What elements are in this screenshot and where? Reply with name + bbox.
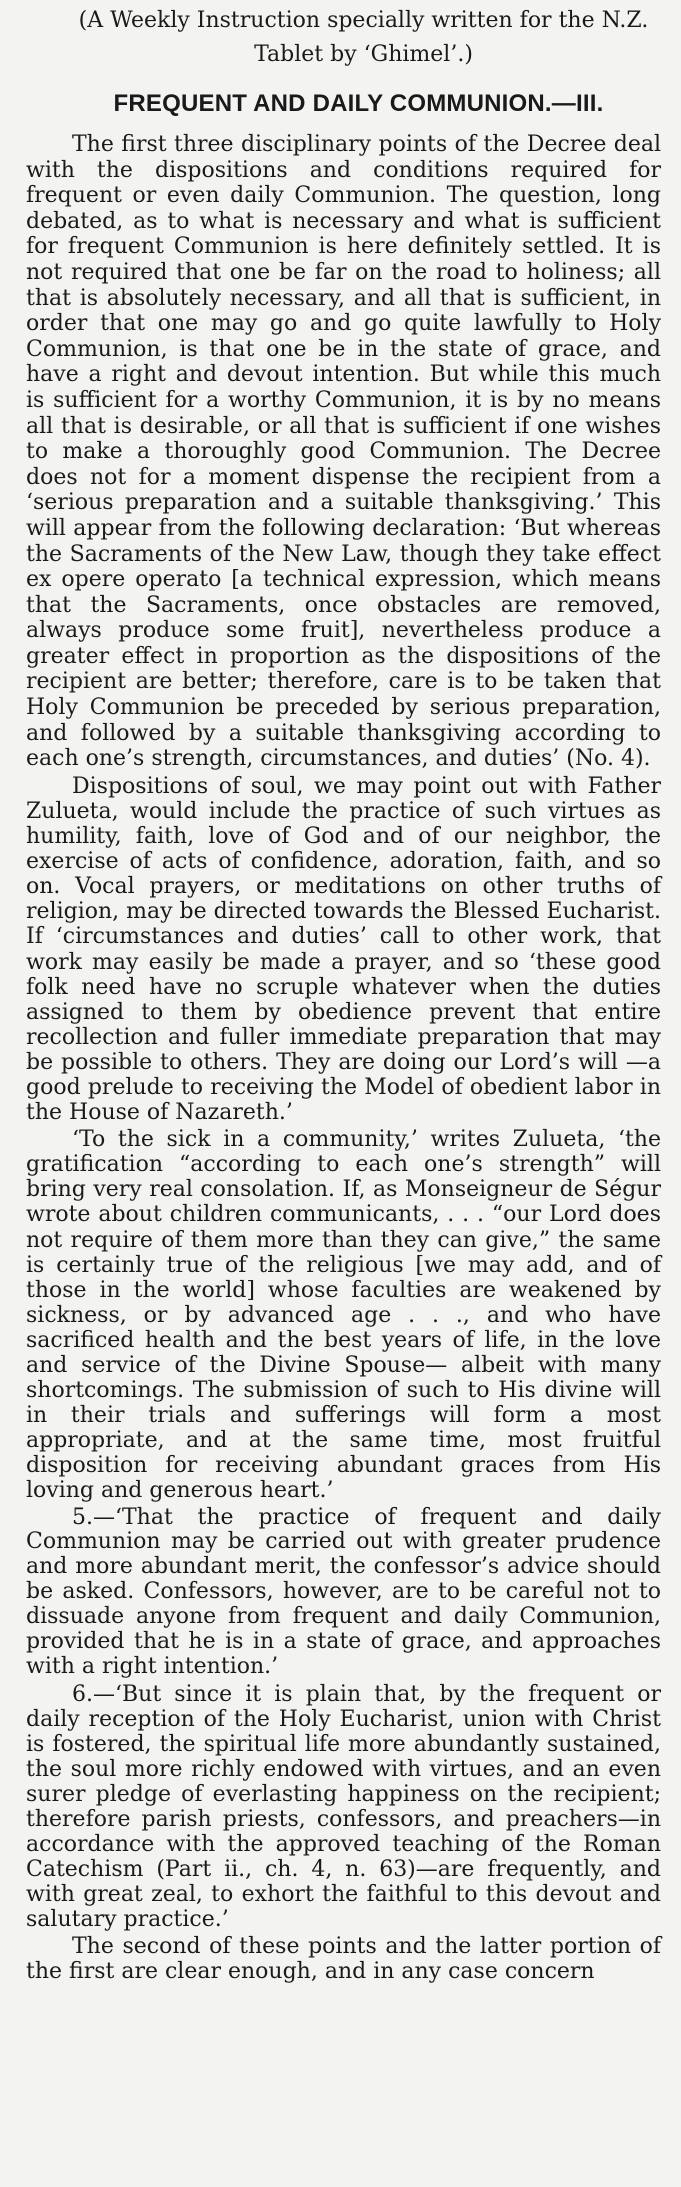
paragraph-1: The first three disciplinary points of the Decree deal with the dispositions and conditions required for frequent or even daily Communion. The question, long debated, as to what is necessary and what is sufficient for frequent Communion is here definitely settled. It is not required that one be far on the road to holiness; all that is absolutely necessary, and all that is sufficient, in order that one may go and go quite lawfully to Holy Communion, is that one be in the state of grace, and have a right and devout intention. But while this much is sufficient for a worthy Communion, it is by no means all that is desirable, or all that is sufficient if one wishes to make a thoroughly good Communion. The Decree does not for a moment dispense the recipient from a ‘serious preparation and a suitable thanksgiving.’ This will appear from the following declaration: ‘But whereas the Sacraments of the New Law, though they take effect ex opere operato [a technical expression, which means that the Sacraments, once obstacles are removed, always produce some fruit], nevertheless produce a greater effect in proportion as the dispositions of the recipient are better; therefore, care is to be taken that Holy Communion be preceded by serious preparation, and followed by a suitable thanksgiving according to each one’s strength, circumstances, and duties’ (No. 4). xyxy=(26,132,661,772)
intro-note xyxy=(26,4,661,72)
paragraph-3: ‘To the sick in a community,’ writes Zulueta, ‘the gratification “according to each one’s strength” will bring very real consolation. If, as Monseigneur de Ségur wrote about children communicants, . . . “our Lord does not require of them more than they can give,” the same is certainly true of the religious [we may add, and of those in the world] whose faculties are weakened by sickness, or by advanced age . . ., and who have sacrificed health and the best years of life, in the love and service of the Divine Spouse— albeit with many shortcomings. The submission of such to His divine will in their trials and sufferings will form a most appropriate, and at the same time, most fruitful disposition for receiving abundant graces from His loving and generous heart.’ xyxy=(26,1127,661,1504)
paragraph-6: The second of these points and the latter portion of the first are clear enough, and in any case concern xyxy=(26,1933,661,1984)
paragraph-5: 6.—‘But since it is plain that, by the frequent or daily reception of the Holy Eucharist, union with Christ is fostered, the spiritual life more abundantly sustained, the soul more richly endowed with virtues, and an even surer pledge of everlasting happiness on the recipient; therefore parish priests, confessors, and preachers—in accordance with the approved teaching of the Roman Catechism (Part ii., ch. 4, n. 63)—are frequently, and with great zeal, to exhort the faithful to this devout and salutary practice.’ xyxy=(26,1681,661,1932)
paragraph-4: 5.—‘That the practice of frequent and daily Communion may be carried out with greater prudence and more abundant merit, the confessor’s advice should be asked. Confessors, however, are to be careful not to dissuade anyone from frequent and daily Communion, provided that he is in a state of grace, and approaches with a right intention.’ xyxy=(26,1504,661,1679)
article-headline: FREQUENT AND DAILY COMMUNION.—III. xyxy=(113,90,604,117)
paragraph-2: Dispositions of soul, we may point out with Father Zulueta, would include the practice of such virtues as humility, faith, love of God and of our neighbor, the exercise of acts of confidence, adoration, faith, and so on. Vocal prayers, or meditations on other truths of religion, may be directed towards the Blessed Eucharist. If ‘circumstances and duties’ call to other work, that work may easily be made a prayer, and so ‘these good folk need have no scruple whatever when the duties assigned to them by obedience prevent that entire recollection and fuller immediate preparation that may be possible to others. They are doing our Lord’s will —a good prelude to receiving the Model of obedient labor in the House of Nazareth.’ xyxy=(26,773,661,1126)
intro-line-1: (A Weekly Instruction specially written for the N.Z. xyxy=(78,8,649,33)
intro-line-2: Tablet by ‘Ghimel’.) xyxy=(254,42,473,67)
